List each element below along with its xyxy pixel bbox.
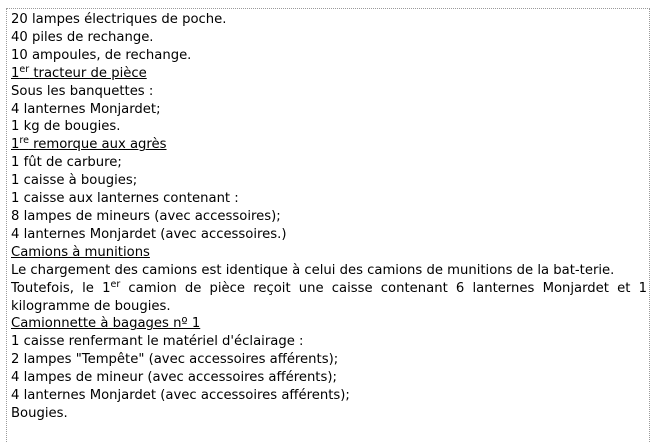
list-item: 4 lanternes Monjardet (avec accessoires afférents); [11,388,350,404]
section-heading-remorque: 1re remorque aux agrès [11,135,167,153]
list-item: 1 fût de carbure; [11,155,122,171]
list-item: 20 lampes électriques de poche. [11,12,227,27]
section-heading-camionnette: Camionnette à bagages nº 1 [11,316,201,332]
list-item: 10 ampoules, de rechange. [11,47,192,63]
list-item: 2 lampes "Tempête" (avec accessoires afférents); [11,352,339,368]
document-frame [6,8,650,442]
list-item: 1 caisse renfermant le matériel d'éclairage : [11,334,304,350]
list-item: Bougies. [11,405,68,421]
list-item: 1 caisse aux lanternes contenant : [11,191,239,207]
document-text [11,11,647,423]
section-heading-tracteur: 1er tracteur de pièce [11,63,147,81]
list-item: 1 kg de bougies. [11,119,121,135]
paragraph-toutefois: Toutefois, le 1er camion de pièce reçoit une caisse contenant 6 lanternes Monjardet et 1 kilogramme de bougies. [11,278,647,314]
list-item: Sous les banquettes : [11,83,154,99]
paragraph-chargement: Le chargement des camions est identique à celui des camions de munitions de la bat-terie. [11,262,615,278]
section-heading-camions: Camions à munitions [11,244,150,260]
list-item: 1 caisse à bougies; [11,173,138,189]
list-item: 8 lampes de mineurs (avec accessoires); [11,208,281,224]
list-item: 4 lampes de mineur (avec accessoires afférents); [11,370,337,386]
list-item: 4 lanternes Monjardet; [11,101,161,117]
list-item: 4 lanternes Monjardet (avec accessoires.) [11,226,287,242]
list-item: 40 piles de rechange. [11,29,154,45]
